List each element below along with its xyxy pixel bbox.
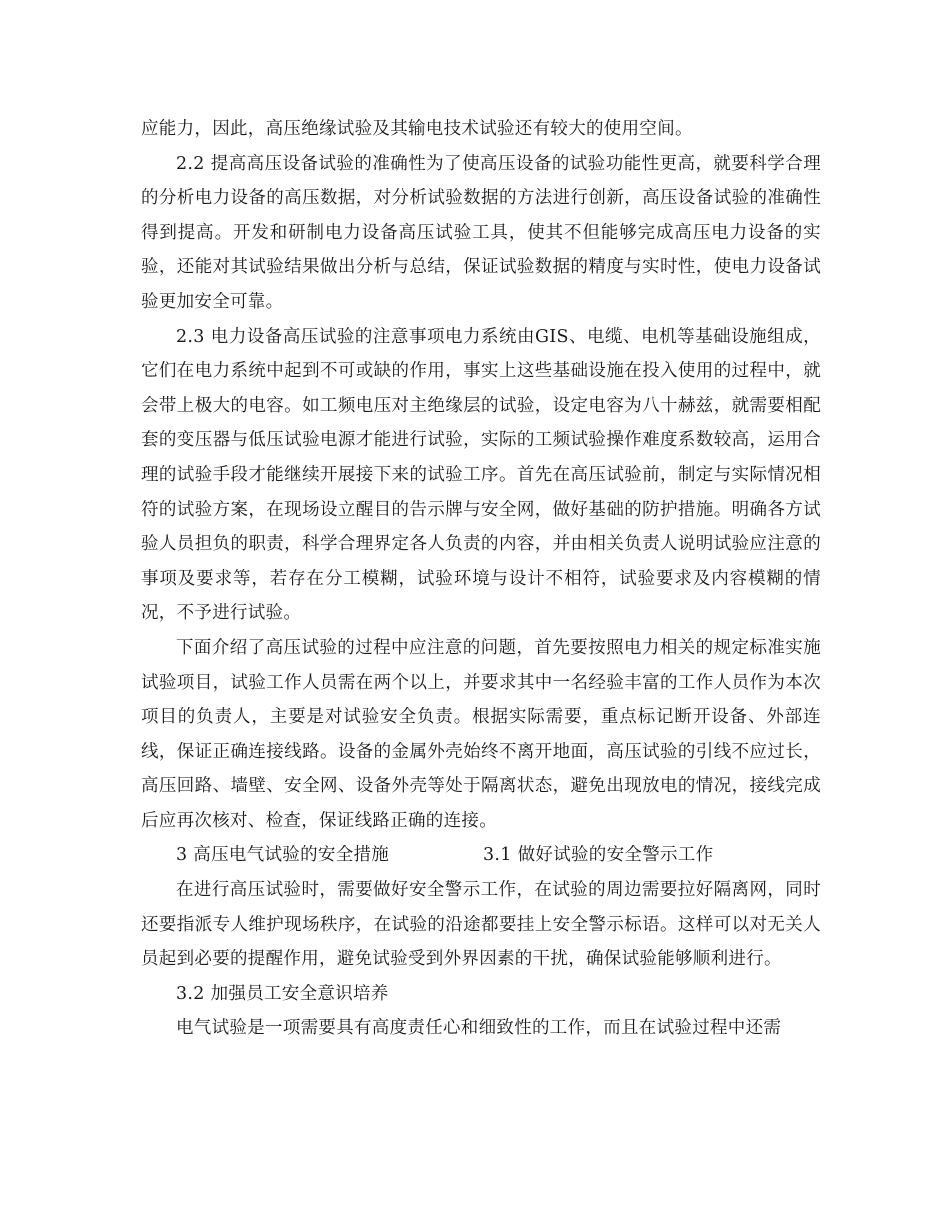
paragraph-3-1: 在进行高压试验时，需要做好安全警示工作，在试验的周边需要拉好隔离网，同时还要指派专人维护现场秩序，在试验的沿途都要挂上安全警示标语。这样可以对无关人员起到必要的提醒作用，避免试验受到外界因素的干扰，确保试验能够顺利进行。 (141, 880, 821, 970)
section-heading-row (141, 838, 821, 873)
section-heading-3-1: 3.1 做好试验的安全警示工作 (483, 845, 714, 866)
document-body (141, 112, 821, 1046)
paragraph-2-2: 2.2 提高高压设备试验的准确性为了使高压设备的试验功能性更高，就要科学合理的分析电力设备的高压数据，对分析试验数据的方法进行创新，高压设备试验的准确性得到提高。开发和研制电力设备高压试验工具，使其不但能够完成高压电力设备的实验，还能对其试验结果做出分析与总结，保证试验数据的精度与实时性，使电力设备试验更加安全可靠。 (141, 153, 821, 312)
section-heading-3-2: 3.2 加强员工安全意识培养 (176, 983, 389, 1004)
paragraph-precautions: 下面介绍了高压试验的过程中应注意的问题，首先要按照电力相关的规定标准实施试验项目，试验工作人员需在两个以上，并要求其中一名经验丰富的工作人员作为本次项目的负责人，主要是对试验安全负责。根据实际需要，重点标记断开设备、外部连线，保证正确连接线路。设备的金属外壳始终不离开地面，高压试验的引线不应过长，高压回路、墙壁、安全网、设备外壳等处于隔离状态，避免出现放电的情况，接线完成后应再次核对、检查，保证线路正确的连接。 (141, 637, 821, 831)
section-heading-3: 3 高压电气试验的安全措施 (176, 845, 390, 866)
paragraph-continuation: 应能力，因此，高压绝缘试验及其输电技术试验还有较大的使用空间。 (141, 119, 693, 139)
paragraph-2-3: 2.3 电力设备高压试验的注意事项电力系统由GIS、电缆、电机等基础设施组成，它们在电力系统中起到不可或缺的作用，事实上这些基础设施在投入使用的过程中，就会带上极大的电容。如工频电压对主绝缘层的试验，设定电容为八十赫兹，就需要相配套的变压器与低压试验电源才能进行试验，实际的工频试验操作难度系数较高，运用合理的试验手段才能继续开展接下来的试验工序。首先在高压试验前，制定与实际情况相符的试验方案，在现场设立醒目的告示牌与安全网，做好基础的防护措施。明确各方试验人员担负的职责，科学合理界定各人负责的内容，并由相关负责人说明试验应注意的事项及要求等，若存在分工模糊，试验环境与设计不相符，试验要求及内容模糊的情况，不予进行试验。 (141, 326, 821, 624)
paragraph-3-2: 电气试验是一项需要具有高度责任心和细致性的工作，而且在试验过程中还需 (176, 1018, 782, 1039)
